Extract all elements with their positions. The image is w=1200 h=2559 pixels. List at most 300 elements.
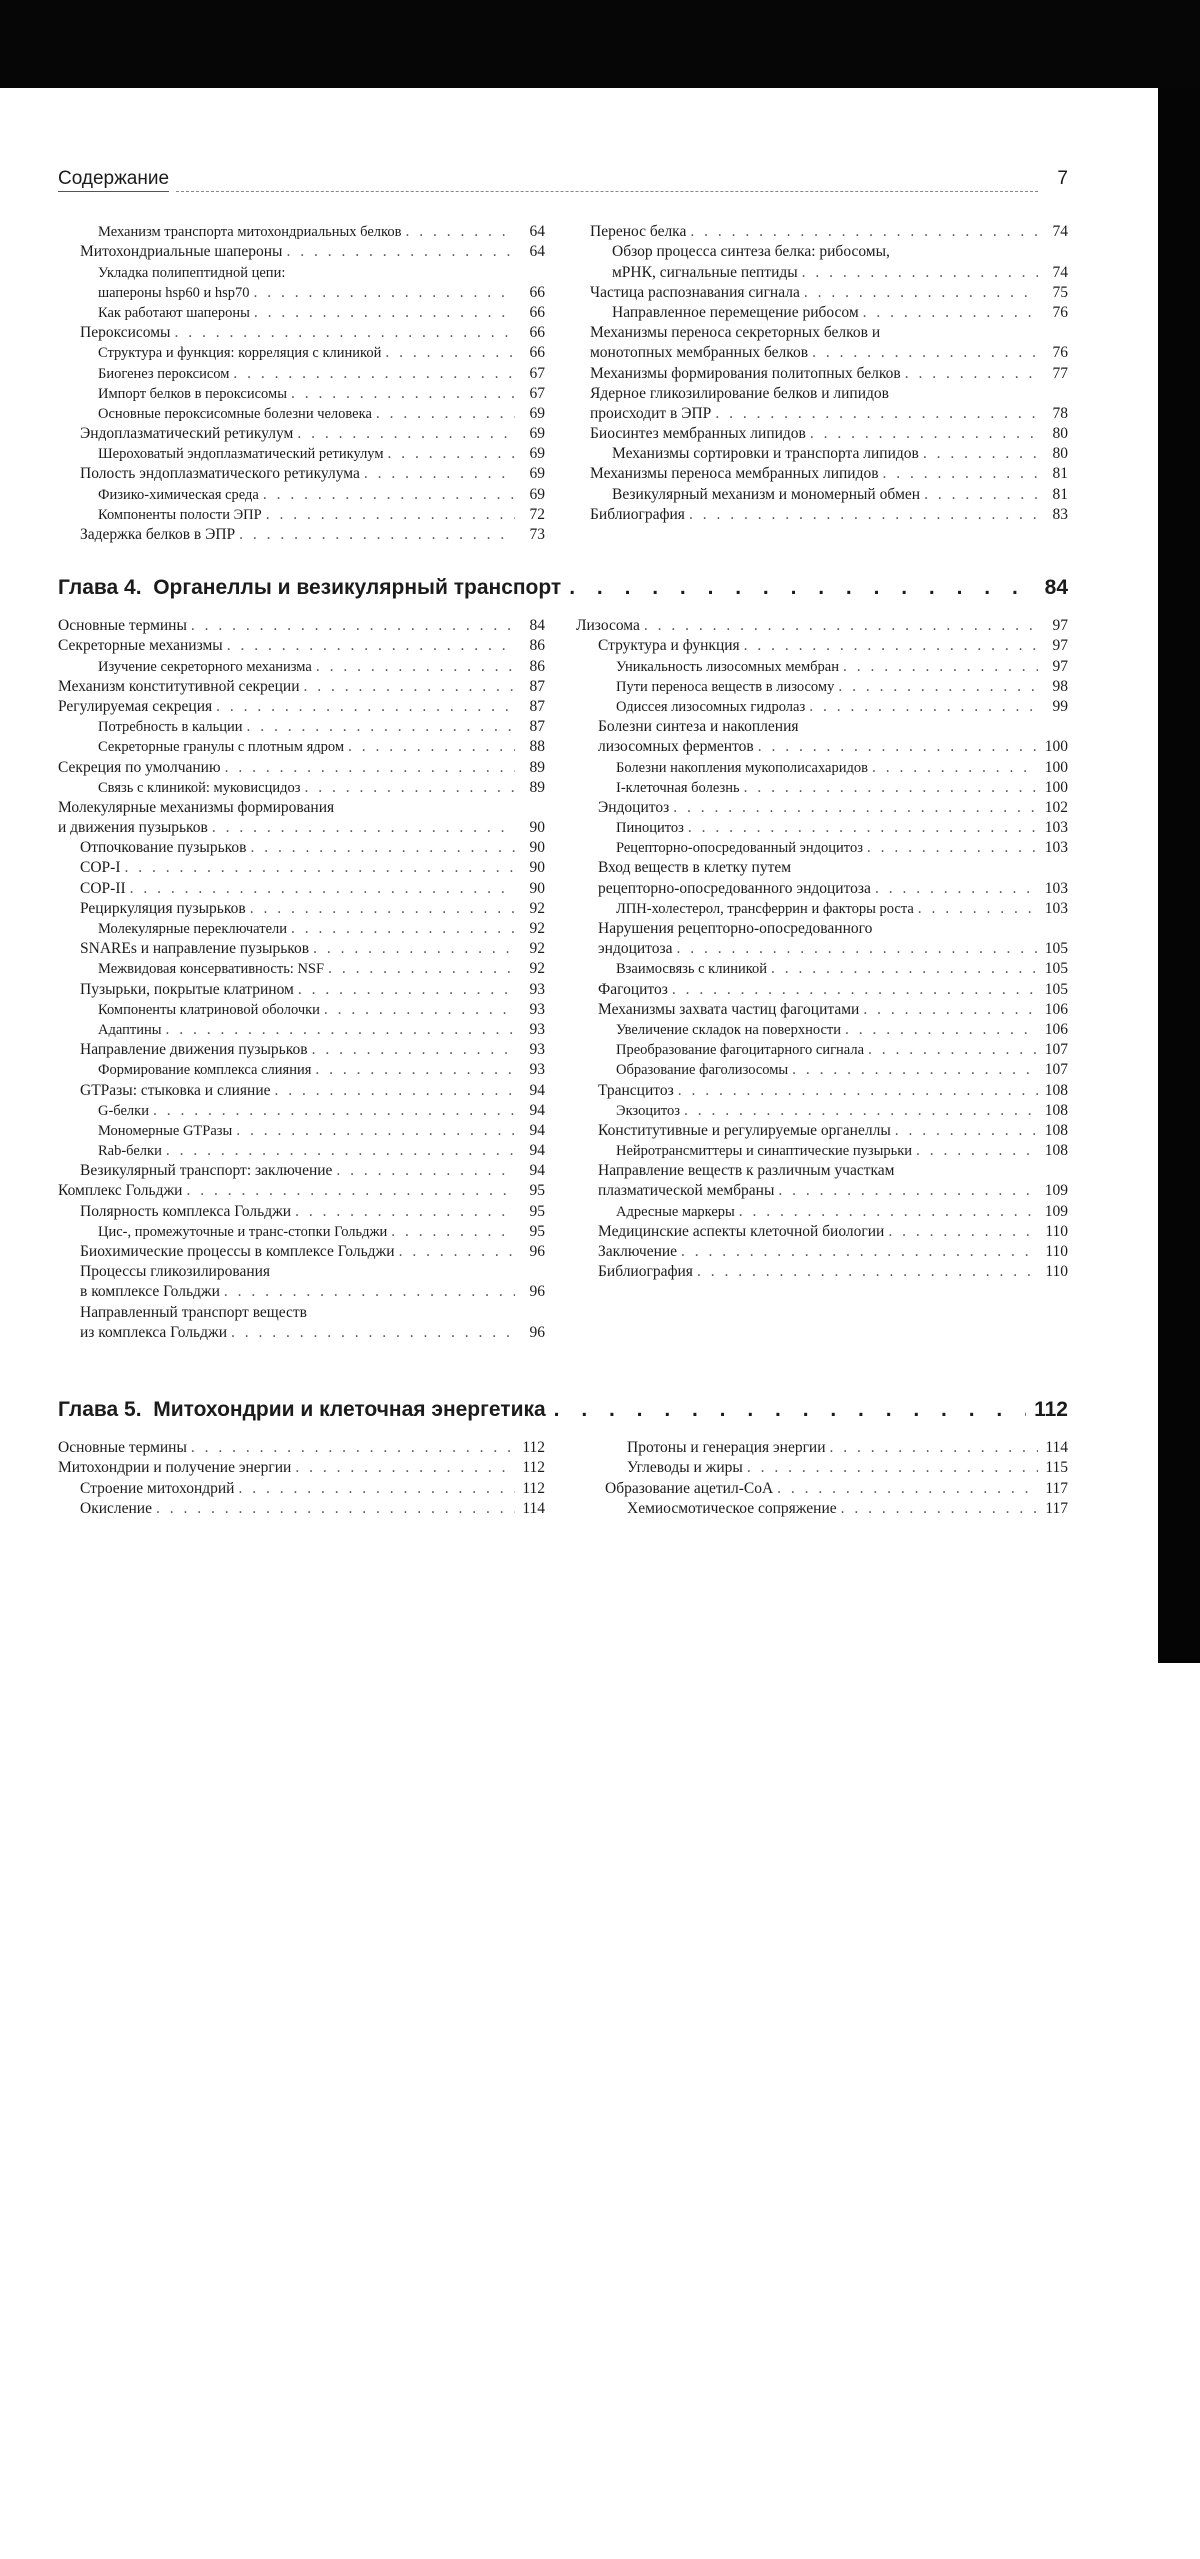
toc-leader-dots xyxy=(697,1262,1038,1282)
toc-entry-page: 66 xyxy=(529,283,545,301)
toc-entry-page: 92 xyxy=(529,920,545,937)
toc-entry xyxy=(58,858,545,878)
toc-entry-title: происходит в ЭПР xyxy=(590,404,712,422)
toc-leader-dots xyxy=(316,657,515,677)
toc-entry-page: 109 xyxy=(1044,1202,1068,1220)
toc-leader-dots xyxy=(186,1181,515,1201)
chapter-heading xyxy=(58,574,1068,602)
toc-entry xyxy=(576,858,1068,878)
toc-leader-dots xyxy=(677,939,1039,959)
toc-entry-title: Шероховатый эндоплазматический ретикулум xyxy=(98,446,384,463)
toc-entry xyxy=(590,464,1068,484)
toc-entry-page: 86 xyxy=(529,637,545,655)
toc-entry-page: 103 xyxy=(1044,879,1068,897)
toc-entry xyxy=(58,1040,545,1060)
toc-entry-title: рецепторно-опосредованного эндоцитоза xyxy=(598,879,871,897)
toc-leader-dots xyxy=(315,1060,515,1080)
toc-entry xyxy=(58,1323,545,1343)
toc-entry-page: 72 xyxy=(529,505,545,523)
toc-leader-dots xyxy=(845,1020,1038,1040)
toc-entry xyxy=(576,1201,1068,1221)
toc-entry xyxy=(58,343,545,363)
toc-entry-page: 94 xyxy=(529,1101,545,1119)
toc-entry-page: 112 xyxy=(522,1459,545,1477)
toc-entry-page: 106 xyxy=(1044,1020,1068,1038)
toc-entry-title: Библиография xyxy=(598,1263,693,1281)
toc-entry-title: Образование фаголизосомы xyxy=(616,1062,789,1079)
toc-entry-page: 108 xyxy=(1044,1121,1068,1139)
toc-entry-page: 86 xyxy=(529,657,545,675)
toc-entry-title: Импорт белков в пероксисомы xyxy=(98,385,287,402)
toc-entry xyxy=(58,303,545,323)
toc-entry xyxy=(58,1080,545,1100)
toc-entry-page: 66 xyxy=(529,344,545,362)
toc-entry-page: 93 xyxy=(529,1020,545,1038)
toc-entry-page: 108 xyxy=(1044,1081,1068,1099)
toc-entry-page: 114 xyxy=(1045,1439,1068,1457)
toc-entry-title: Пути переноса веществ в лизосому xyxy=(616,678,835,695)
toc-entry-title: Основные термины xyxy=(58,617,187,635)
toc-entry xyxy=(58,818,545,838)
toc-leader-dots xyxy=(236,1121,515,1141)
toc-leader-dots xyxy=(239,525,515,545)
toc-entry xyxy=(590,384,1068,404)
toc-entry-page: 66 xyxy=(529,324,545,342)
toc-entry xyxy=(58,283,545,303)
toc-entry-title: Болезни синтеза и накопления xyxy=(598,718,799,736)
toc-leader-dots xyxy=(681,1242,1038,1262)
toc-leader-dots xyxy=(298,980,515,1000)
toc-entry xyxy=(590,343,1068,363)
toc-entry-page: 69 xyxy=(529,485,545,503)
toc-entry-title: шапероны hsp60 и hsp70 xyxy=(98,284,250,301)
toc-leader-dots xyxy=(286,242,515,262)
toc-entry-page: 114 xyxy=(522,1499,545,1517)
toc-entry-page: 108 xyxy=(1044,1101,1068,1119)
toc-entry xyxy=(58,222,545,242)
toc-entry-title: Митохондрии и получение энергии xyxy=(58,1459,292,1477)
toc-entry-page: 92 xyxy=(529,960,545,978)
page-number: 7 xyxy=(1057,168,1068,189)
toc-entry xyxy=(590,303,1068,323)
toc-column-right xyxy=(590,222,1068,525)
toc-leader-dots xyxy=(275,1081,516,1101)
toc-entry-title: Задержка белков в ЭПР xyxy=(80,526,236,543)
toc-leader-dots xyxy=(804,283,1038,303)
toc-leader-dots xyxy=(304,778,515,798)
toc-entry-title: в комплексе Гольджи xyxy=(80,1283,220,1301)
toc-entry xyxy=(58,505,545,525)
toc-entry-title: Цис-, промежуточные и транс-стопки Гольджи xyxy=(98,1223,388,1240)
toc-leader-dots xyxy=(174,323,515,343)
toc-entry xyxy=(58,939,545,959)
toc-entry xyxy=(58,677,545,697)
toc-entry-page: 78 xyxy=(1052,404,1068,422)
toc-entry-page: 93 xyxy=(529,1000,545,1018)
toc-leader-dots xyxy=(688,818,1038,838)
toc-entry xyxy=(576,1242,1068,1262)
toc-entry xyxy=(590,484,1068,504)
toc-entry-title: Протоны и генерация энергии xyxy=(627,1439,826,1457)
toc-entry-title: лизосомных ферментов xyxy=(598,738,754,756)
toc-entry-page: 108 xyxy=(1044,1142,1068,1160)
toc-entry xyxy=(58,1282,545,1302)
toc-entry-title: из комплекса Гольджи xyxy=(80,1323,228,1341)
toc-entry xyxy=(58,1141,545,1161)
toc-entry-title: Образование ацетил-CoA xyxy=(605,1479,774,1497)
toc-entry-title: Направленный транспорт веществ xyxy=(80,1303,307,1321)
toc-entry-page: 102 xyxy=(1044,798,1068,816)
toc-leader-dots xyxy=(810,424,1038,444)
toc-leader-dots xyxy=(888,1222,1038,1242)
toc-entry-title: Нейротрансмиттеры и синаптические пузырьки xyxy=(616,1143,913,1160)
toc-entry-page: 69 xyxy=(529,465,545,483)
toc-leader-dots xyxy=(405,222,515,242)
toc-entry-page: 90 xyxy=(529,819,545,837)
toc-leader-dots xyxy=(191,1438,515,1458)
toc-entry-page: 100 xyxy=(1044,758,1068,776)
toc-entry xyxy=(576,1181,1068,1201)
toc-entry-title: Направление веществ к различным участкам xyxy=(598,1162,895,1180)
toc-entry-page: 115 xyxy=(1045,1459,1068,1477)
toc-entry-title: Rab-белки xyxy=(98,1143,162,1160)
toc-entry xyxy=(58,242,545,262)
toc-entry-title: Как работают шапероны xyxy=(98,304,250,321)
toc-leader-dots xyxy=(690,222,1038,242)
toc-entry-title: Нарушения рецепторно-опосредованного xyxy=(598,920,873,937)
toc-entry-page: 105 xyxy=(1044,940,1068,958)
toc-leader-dots xyxy=(191,616,515,636)
toc-entry-title: Секреторные гранулы с плотным ядром xyxy=(98,739,345,756)
toc-leader-dots xyxy=(250,838,515,858)
toc-entry-title: мРНК, сигнальные пептиды xyxy=(612,263,798,281)
toc-leader-dots xyxy=(364,464,515,484)
toc-entry-title: Уникальность лизосомных мембран xyxy=(616,658,839,675)
toc-column-right xyxy=(605,1438,1068,1519)
toc-entry-title: Трансцитоз xyxy=(598,1081,674,1099)
toc-column-left xyxy=(58,1438,545,1519)
toc-leader-dots xyxy=(231,1323,515,1343)
toc-entry xyxy=(576,798,1068,818)
toc-entry xyxy=(590,404,1068,424)
toc-entry-page: 106 xyxy=(1044,1000,1068,1018)
toc-entry xyxy=(58,878,545,898)
toc-leader-dots xyxy=(739,1202,1038,1222)
toc-entry-title: G-белки xyxy=(98,1102,149,1119)
toc-entry-title: Перенос белка xyxy=(590,223,687,241)
toc-entry-page: 77 xyxy=(1052,364,1068,382)
toc-entry-title: Фагоцитоз xyxy=(598,980,668,998)
toc-entry-page: 96 xyxy=(529,1243,545,1260)
toc-leader-dots xyxy=(863,1000,1038,1020)
toc-entry-page: 88 xyxy=(529,738,545,756)
toc-entry-page: 112 xyxy=(522,1479,545,1497)
toc-entry-page: 110 xyxy=(1045,1222,1068,1240)
toc-entry-title: SNAREs и направление пузырьков xyxy=(80,940,310,958)
toc-entry xyxy=(576,1000,1068,1020)
toc-entry-title: Механизм конститутивной секреции xyxy=(58,677,300,695)
toc-entry-title: Углеводы и жиры xyxy=(627,1459,743,1477)
toc-entry-title: Механизмы захвата частиц фагоцитами xyxy=(598,1000,860,1018)
toc-entry-page: 76 xyxy=(1052,344,1068,362)
chapter-heading xyxy=(58,1396,1068,1424)
toc-entry xyxy=(58,1121,545,1141)
toc-entry-page: 96 xyxy=(529,1283,545,1301)
toc-entry-page: 97 xyxy=(1052,657,1068,675)
toc-entry-page: 100 xyxy=(1044,778,1068,796)
toc-entry-page: 103 xyxy=(1044,839,1068,857)
toc-entry xyxy=(58,737,545,757)
toc-entry-title: Хемиосмотическое сопряжение xyxy=(627,1499,837,1517)
toc-entry-title: Механизмы переноса мембранных липидов xyxy=(590,465,879,483)
toc-leader-dots xyxy=(233,364,515,384)
chapter-page: 84 xyxy=(1044,576,1068,599)
toc-entry xyxy=(58,757,545,777)
toc-entry-page: 83 xyxy=(1052,505,1068,523)
toc-entry xyxy=(590,283,1068,303)
toc-leader-dots xyxy=(678,1081,1038,1101)
toc-leader-dots xyxy=(895,1121,1038,1141)
toc-entry xyxy=(58,636,545,656)
toc-entry-page: 87 xyxy=(529,697,545,715)
toc-entry xyxy=(576,838,1068,858)
toc-entry-title: Потребность в кальции xyxy=(98,719,243,736)
toc-entry-title: COP-I xyxy=(80,859,121,877)
toc-entry-page: 112 xyxy=(522,1439,545,1457)
toc-entry xyxy=(576,959,1068,979)
toc-leader-dots xyxy=(297,424,515,444)
toc-entry-page: 93 xyxy=(529,1041,545,1059)
toc-entry-page: 94 xyxy=(529,1121,545,1139)
toc-entry-page: 80 xyxy=(1052,425,1068,443)
toc-entry xyxy=(590,222,1068,242)
toc-entry xyxy=(590,444,1068,464)
toc-entry xyxy=(58,798,545,818)
toc-entry xyxy=(576,818,1068,838)
toc-entry-page: 117 xyxy=(1045,1499,1068,1517)
toc-entry-title: Лизосома xyxy=(576,617,640,635)
toc-entry xyxy=(58,1438,545,1458)
toc-entry-title: Адаптины xyxy=(98,1021,162,1038)
toc-entry xyxy=(58,616,545,636)
toc-entry-title: I-клеточная болезнь xyxy=(616,779,740,796)
toc-entry xyxy=(58,1060,545,1080)
toc-leader-dots xyxy=(254,303,515,323)
toc-leader-dots xyxy=(212,818,515,838)
toc-entry-title: Пузырьки, покрытые клатрином xyxy=(80,980,294,998)
toc-entry-title: Регулируемая секреция xyxy=(58,697,213,715)
toc-entry-page: 90 xyxy=(529,859,545,877)
toc-entry xyxy=(605,1499,1068,1519)
toc-entry xyxy=(576,1262,1068,1282)
toc-entry-title: Одиссея лизосомных гидролаз xyxy=(616,698,806,715)
toc-entry xyxy=(576,1020,1068,1040)
toc-leader-dots xyxy=(672,980,1038,1000)
toc-entry xyxy=(58,656,545,676)
toc-leader-dots xyxy=(324,1000,515,1020)
toc-entry xyxy=(58,404,545,424)
toc-entry xyxy=(58,1222,545,1242)
toc-leader-dots xyxy=(224,1282,515,1302)
toc-leader-dots xyxy=(124,858,515,878)
toc-leader-dots xyxy=(924,485,1038,505)
toc-entry-title: Секреторные механизмы xyxy=(58,637,223,655)
toc-entry xyxy=(58,1000,545,1020)
toc-leader-dots xyxy=(153,1101,515,1121)
toc-entry-title: Взаимосвязь с клиникой xyxy=(616,961,768,978)
toc-entry xyxy=(58,919,545,939)
toc-leader-dots xyxy=(843,657,1038,677)
toc-entry-title: Биосинтез мембранных липидов xyxy=(590,425,806,443)
toc-entry-title: Связь с клиникой: муковисцидоз xyxy=(98,779,301,796)
toc-leader-dots xyxy=(777,1479,1038,1499)
toc-entry-title: плазматической мембраны xyxy=(598,1182,775,1200)
toc-entry xyxy=(58,1458,545,1478)
toc-leader-dots xyxy=(875,879,1038,899)
toc-leader-dots xyxy=(802,263,1038,283)
toc-entry-page: 69 xyxy=(529,445,545,463)
toc-entry-page: 67 xyxy=(529,384,545,402)
toc-entry xyxy=(58,464,545,484)
toc-entry xyxy=(58,838,545,858)
toc-leader-dots xyxy=(923,444,1038,464)
toc-entry xyxy=(576,1141,1068,1161)
toc-entry-page: 69 xyxy=(529,425,545,443)
toc-entry xyxy=(58,979,545,999)
toc-entry-title: Рецепторно-опосредованный эндоцитоз xyxy=(616,840,863,857)
toc-entry xyxy=(576,1101,1068,1121)
toc-entry-title: Основные пероксисомные болезни человека xyxy=(98,405,372,422)
toc-entry xyxy=(58,1020,545,1040)
toc-leader-dots xyxy=(328,959,515,979)
toc-leader-dots xyxy=(166,1141,515,1161)
toc-entry-title: Структура и функция: корреляция с клиникой xyxy=(98,345,382,362)
toc-leader-dots xyxy=(744,636,1038,656)
toc-entry-page: 93 xyxy=(529,1061,545,1079)
toc-entry-page: 92 xyxy=(529,940,545,958)
toc-leader-dots xyxy=(266,505,515,525)
toc-entry-page: 95 xyxy=(529,1222,545,1240)
toc-entry xyxy=(576,778,1068,798)
toc-entry-title: Медицинские аспекты клеточной биологии xyxy=(598,1222,885,1240)
toc-entry-title: Межвидовая консервативность: NSF xyxy=(98,961,325,978)
toc-entry xyxy=(58,384,545,404)
toc-leader-dots xyxy=(883,464,1038,484)
toc-entry xyxy=(576,616,1068,636)
toc-entry-title: Направленное перемещение рибосом xyxy=(612,303,859,321)
toc-entry xyxy=(58,1201,545,1221)
toc-entry-title: Пероксисомы xyxy=(80,324,171,342)
toc-entry-page: 103 xyxy=(1044,899,1068,917)
toc-entry-title: Экзоцитоз xyxy=(616,1102,680,1119)
toc-entry xyxy=(58,1262,545,1282)
toc-entry-page: 94 xyxy=(529,1142,545,1160)
chapter-number: Глава 5. xyxy=(58,1398,142,1421)
toc-leader-dots xyxy=(758,737,1038,757)
toc-entry-title: Отпочкование пузырьков xyxy=(80,839,247,857)
toc-leader-dots xyxy=(918,899,1038,919)
toc-leader-dots xyxy=(312,1040,515,1060)
toc-entry-title: Преобразование фагоцитарного сигнала xyxy=(616,1042,865,1059)
toc-entry xyxy=(58,899,545,919)
toc-entry-page: 94 xyxy=(529,1162,545,1180)
toc-leader-dots xyxy=(348,737,515,757)
toc-entry-page: 97 xyxy=(1052,617,1068,635)
toc-entry xyxy=(576,939,1068,959)
toc-entry xyxy=(58,1181,545,1201)
toc-entry-title: Структура и функция xyxy=(598,637,740,655)
toc-entry-title: Молекулярные механизмы формирования xyxy=(58,798,335,816)
toc-entry xyxy=(590,242,1068,262)
toc-leader-dots xyxy=(227,636,515,656)
toc-entry-page: 74 xyxy=(1052,263,1068,281)
chapter-leader-dots xyxy=(554,1396,1026,1424)
toc-entry-title: Биохимические процессы в комплексе Гольджи xyxy=(80,1243,395,1260)
toc-entry-page: 105 xyxy=(1044,980,1068,998)
toc-entry-title: Заключение xyxy=(598,1243,678,1260)
toc-entry-page: 64 xyxy=(529,223,545,241)
toc-leader-dots xyxy=(246,717,515,737)
toc-entry-title: Окисление xyxy=(80,1499,152,1517)
toc-entry-title: Основные термины xyxy=(58,1439,187,1457)
toc-entry xyxy=(58,444,545,464)
toc-entry xyxy=(58,778,545,798)
toc-leader-dots xyxy=(689,505,1038,525)
toc-leader-dots xyxy=(295,1202,515,1222)
toc-entry xyxy=(58,1242,545,1262)
toc-entry-page: 81 xyxy=(1052,465,1068,483)
toc-entry-page: 84 xyxy=(529,617,545,635)
toc-leader-dots xyxy=(391,1222,515,1242)
toc-entry-title: Эндоплазматический ретикулум xyxy=(80,425,294,443)
scan-right-border xyxy=(1158,88,1200,1663)
toc-entry-page: 94 xyxy=(529,1081,545,1099)
toc-leader-dots xyxy=(130,879,515,899)
toc-leader-dots xyxy=(905,364,1038,384)
toc-entry-page: 103 xyxy=(1044,819,1068,837)
toc-entry-title: Частица распознавания сигнала xyxy=(590,283,800,301)
toc-entry-title: Библиография xyxy=(590,505,685,523)
toc-entry-title: Комплекс Гольджи xyxy=(58,1182,183,1200)
toc-entry xyxy=(58,1478,545,1498)
toc-entry-page: 74 xyxy=(1052,223,1068,241)
toc-entry-title: Механизмы формирования политопных белков xyxy=(590,364,901,382)
toc-entry-title: COP-II xyxy=(80,879,126,897)
toc-entry xyxy=(576,636,1068,656)
toc-leader-dots xyxy=(673,798,1038,818)
toc-entry-page: 98 xyxy=(1052,677,1068,695)
toc-entry-page: 87 xyxy=(529,677,545,695)
toc-entry-title: Конститутивные и регулируемые органеллы xyxy=(598,1121,891,1139)
toc-entry xyxy=(58,1499,545,1519)
toc-entry-title: Секреция по умолчанию xyxy=(58,758,221,776)
toc-leader-dots xyxy=(747,1458,1038,1478)
toc-page xyxy=(58,0,1068,2559)
toc-entry-title: Процессы гликозилирования xyxy=(80,1263,271,1281)
toc-entry xyxy=(605,1458,1068,1478)
toc-leader-dots xyxy=(336,1161,515,1181)
toc-entry-page: 69 xyxy=(529,404,545,422)
toc-entry-title: GTPазы: стыковка и слияние xyxy=(80,1081,271,1099)
toc-entry-page: 97 xyxy=(1052,637,1068,655)
toc-leader-dots xyxy=(916,1141,1038,1161)
toc-leader-dots xyxy=(809,697,1038,717)
toc-entry xyxy=(58,1302,545,1322)
toc-entry xyxy=(58,262,545,282)
toc-entry-page: 67 xyxy=(529,364,545,382)
toc-entry-page: 107 xyxy=(1044,1061,1068,1079)
toc-entry-title: Физико-химическая среда xyxy=(98,486,259,503)
